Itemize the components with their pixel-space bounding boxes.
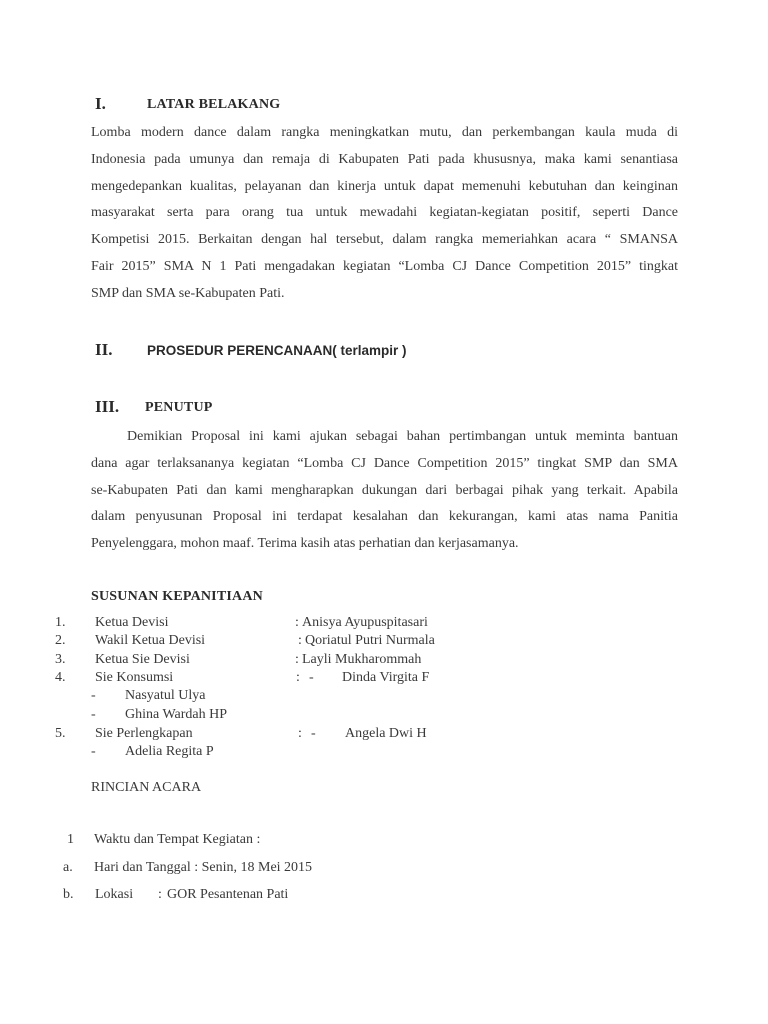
rincian-text: Hari dan Tanggal : Senin, 18 Mei 2015: [94, 860, 313, 875]
committee-num: 1.: [55, 615, 66, 630]
committee-dash: -: [311, 726, 316, 741]
section-2-number: II.: [95, 340, 113, 359]
committee-name: Layli Mukharommah: [302, 652, 422, 667]
committee-name: Qoriatul Putri Nurmala: [305, 633, 435, 648]
committee-name: Anisya Ayupuspitasari: [302, 615, 428, 630]
paragraph-line: Indonesia pada umunya dan remaja di Kabupaten Pati pada khususnya, maka kami senantiasa: [91, 151, 678, 167]
committee-name: Dinda Virgita F: [342, 670, 430, 685]
committee-separator: :: [295, 652, 299, 667]
committee-separator: :: [295, 615, 299, 630]
section-3-title: PENUTUP: [145, 400, 213, 415]
member-name: Ghina Wardah HP: [125, 707, 228, 722]
paragraph-line: Kompetisi 2015. Berkaitan dengan hal tersebut, dalam rangka memeriahkan acara “ SMANSA: [91, 232, 678, 248]
committee-dash: -: [309, 670, 314, 685]
rincian-marker: 1: [67, 832, 74, 847]
rincian-separator: :: [158, 887, 162, 902]
section-3-paragraph: [91, 424, 678, 558]
rincian-text: Waktu dan Tempat Kegiatan :: [94, 832, 261, 847]
member-name: Nasyatul Ulya: [125, 688, 206, 703]
paragraph-line: masyarakat serta para orang tua untuk mewadahi kegiatan-kegiatan positif, seperti Dance: [91, 205, 678, 221]
committee-role: Sie Perlengkapan: [95, 726, 193, 741]
member-dash: -: [91, 688, 96, 703]
committee-num: 5.: [55, 726, 66, 741]
member-dash: -: [91, 744, 96, 759]
committee-num: 3.: [55, 652, 66, 667]
section-3-number: III.: [95, 397, 120, 416]
committee-role: Ketua Sie Devisi: [95, 652, 190, 667]
committee-separator: :: [296, 670, 300, 685]
committee-separator: :: [298, 726, 302, 741]
committee-role: Wakil Ketua Devisi: [95, 633, 206, 648]
section-2-title: PROSEDUR PERENCANAAN( terlampir ): [147, 343, 407, 358]
paragraph-line: mengedepankan kualitas, pelayanan dan kinerja untuk dapat memenuhi kebutuhan dan keinginan: [91, 178, 678, 194]
committee-separator: :: [298, 633, 302, 648]
paragraph-line: Lomba modern dance dalam rangka meningkatkan mutu, dan perkembangan kaula muda di: [91, 125, 678, 140]
rincian-marker: a.: [63, 860, 73, 875]
committee-num: 2.: [55, 633, 66, 648]
committee-role: Ketua Devisi: [95, 615, 169, 630]
committee-title: SUSUNAN KEPANITIAAN: [91, 589, 263, 604]
member-dash: -: [91, 707, 96, 722]
paragraph-line: se-Kabupaten Pati dan kami mengharapkan dukungan dari berbagai pihak yang terkait. Apabila: [91, 482, 678, 498]
paragraph-line: Fair 2015” SMA N 1 Pati mengadakan kegiatan “Lomba CJ Dance Competition 2015” tingkat: [91, 258, 678, 274]
committee-num: 4.: [55, 670, 66, 685]
paragraph-line: dana agar terlaksananya kegiatan “Lomba CJ Dance Competition 2015” tingkat SMP dan SMA: [91, 455, 678, 471]
rincian-text: GOR Pesantenan Pati: [167, 887, 289, 902]
rincian-label: Lokasi: [95, 887, 134, 902]
section-1-paragraph: [91, 120, 678, 308]
committee-role: Sie Konsumsi: [95, 670, 174, 685]
paragraph-line: Demikian Proposal ini kami ajukan sebagai bahan pertimbangan untuk meminta bantuan: [127, 429, 678, 444]
rincian-title: RINCIAN ACARA: [91, 780, 202, 795]
member-name: Adelia Regita P: [125, 744, 214, 759]
paragraph-line: SMP dan SMA se-Kabupaten Pati.: [91, 285, 285, 301]
section-1-number: I.: [95, 94, 106, 113]
paragraph-line: dalam penyusunan Proposal ini terdapat kesalahan dan kekurangan, kami atas nama Panitia: [91, 509, 678, 525]
committee-name: Angela Dwi H: [345, 726, 427, 741]
section-1-title: LATAR BELAKANG: [147, 97, 281, 112]
rincian-marker: b.: [63, 887, 74, 902]
paragraph-line: Penyelenggara, mohon maaf. Terima kasih atas perhatian dan kerjasamanya.: [91, 536, 519, 552]
